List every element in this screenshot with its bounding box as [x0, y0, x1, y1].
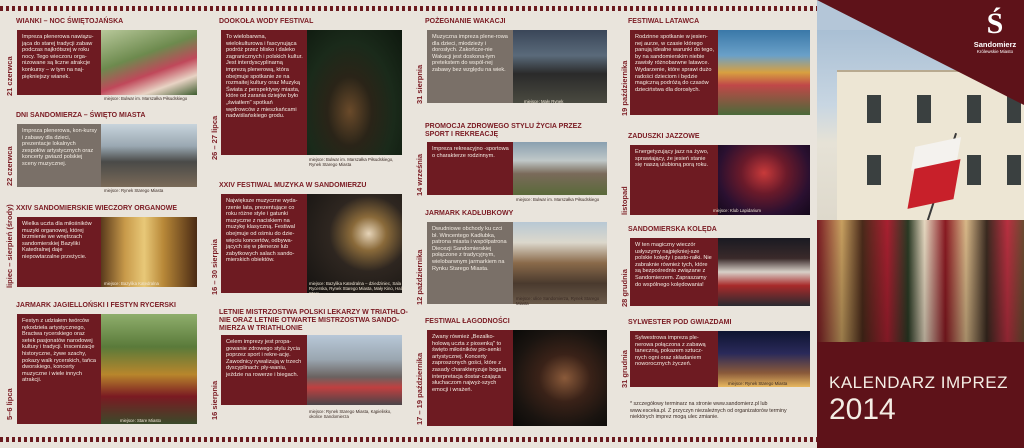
cover-year: 2014 [829, 393, 896, 426]
event-title: ZADUSZKI JAZZOWE [628, 133, 700, 140]
event-caption: miejsce: Bazylika Katedralna [104, 281, 159, 286]
event-description: W ten magiczny wieczór usłyszymy najpiękniej-sze polskie kolędy i pasto-rałki. Nie zabraknie również tych, które są bezpośrednio związane z Sandomierzem. Zapraszamy do wspólnego kolędowania! [630, 238, 718, 306]
event-caption: miejsce: Bulwar im. Marszałka Piłsudskiego [516, 197, 600, 202]
event-title: FESTIWAL ŁAGODNOŚCI [425, 318, 510, 325]
event-date: 16 sierpnia [210, 380, 219, 420]
event-caption: miejsce: Bulwar im. Marszałka Piłsudskiego, Rynek Starego Miasta [309, 157, 394, 167]
event-description: Największe muzyczne wyda-rzenie lata, prezentujące co roku różne style i gatunki muzyczne z naciskiem na muzykę klasyczną. Festiwal obejmuje od ośmiu do dzie-więciu koncertów, odbywa-jących się w plenerze lub zabytkowych salach sando-mierskich obiektów. [221, 194, 307, 293]
event-description: Impreza plenerowa, kon-kursy i zabawy dla dzieci, prezentacje lokalnych zespołów artystycznych oraz koncerty gwiazd polskiej sceny muzycznej. [17, 124, 101, 187]
logo-letter: Ś [986, 7, 1004, 40]
event-title: POŻEGNANIE WAKACJI [425, 18, 506, 25]
event-date: 12 października [415, 249, 424, 305]
event-date: 31 grudnia [620, 350, 629, 388]
event-photo [307, 30, 402, 155]
event-photo [718, 145, 810, 215]
event-photo [307, 194, 402, 293]
event-date: 31 sierpnia [415, 64, 424, 104]
event-title: PROMOCJA ZDROWEGO STYLU ŻYCIA PRZEZ SPORT I REKREACJĘ [425, 123, 582, 138]
event-caption: miejsce: Rynek Starego Miasta, Kąpielisko, okolice Sandomierza [309, 409, 392, 419]
event-photo [718, 331, 810, 387]
event-date: 21 czerwca [5, 56, 14, 96]
event-photo [101, 124, 197, 187]
column-3 [410, 0, 615, 448]
event-date: lipiec – sierpień (środy) [5, 204, 14, 288]
event-description: Zwany również „Bezalko-holową uczta z piosenką" to święto miłośników pio-senki artystycznej. Koncerty zaproszonych gości, które z zasady charakteryzuje bogata interpretacja dostar-czająca słuchaczom najwyż-szych emocji i wrażeń. [427, 330, 513, 426]
column-1 [0, 0, 205, 448]
event-photo [101, 30, 197, 95]
event-date: 16 – 30 sierpnia [210, 239, 219, 295]
footer-note-line: niektórych imprez mogą ulec zmianie. [630, 414, 719, 421]
logo-subbrand: Królewskie Miasto [976, 49, 1014, 54]
event-photo [101, 314, 197, 424]
event-title: XXIV SANDOMIERSKIE WIECZORY ORGANOWE [16, 205, 178, 212]
event-title: FESTIWAL LATAWCA [628, 18, 700, 25]
event-description: Wielka uczta dla miłośników muzyki organowej, której brzmienie we wnętrzach sandomierskiej Bazyliki Katedralnej daje niepowtarzalne przeżycie. [17, 217, 101, 287]
event-date: 5–6 lipca [5, 388, 14, 420]
event-photo [718, 238, 810, 306]
event-description: Energetyzujący jazz na żywo, sprawiający, że jesień stanie się naszą ulubioną porą roku. [630, 145, 718, 215]
event-date: 17 – 19 października [415, 352, 424, 425]
column-2 [205, 0, 410, 448]
event-caption: miejsce: Stare Miasto [120, 418, 162, 423]
event-description: To wielobarwna, wielokulturowa i fascynująca podróż przez blisko i daleko zagranicznych i polskich kultur. Jest interdyscyplinarną imprezą plenerową, która obejmuje spotkanie ze na rozmaitej kultury oraz Muzyką Świata z perspektywy miasta, które od zarania dziejów było „światłem" spotkań wędrowców z mieszkańcami nadwiślańskiego grodu. [221, 30, 307, 155]
event-date: 22 czerwca [5, 146, 14, 186]
event-title: LETNIE MISTRZOSTWA POLSKI LEKARZY W TRIATHLO-NIE ORAZ LETNIE OTWARTE MISTRZOSTWA SANDO-MIERZA W TRIATHLONIE [219, 309, 408, 332]
event-date: listopad [620, 186, 629, 215]
event-description: Muzyczna impreza plene-rowa dla dzieci, młodzieży i dorosłych. Zakończe-nie Wakacji jest doskona-łym pretekstem do wspól-nej zabawy bez względu na wiek. [427, 30, 513, 103]
logo-brand: Sandomierz [973, 40, 1017, 49]
event-description: Festyn z udziałem twórców rękodzieła artystycznego, Bractwa rycerskiego oraz setek pasjonatów narodowej kultury i tradycji. Inscenizacje historyczne, żywe szachy, pokazy walk rycerskich, tańca dworskiego, koncerty muzyczne i wiele innych atrakcji. [17, 314, 101, 424]
event-description: Dwudniowe obchody ku czci bł. Wincentego Kadłubka, patrona miasta i współpatrona Diecezji Sandomierskiej połączone z tradycyjnym, wielobarwnym jarmarkiem na Rynku Starego Miasta. [427, 222, 513, 304]
event-description: Sylwestrowa impreza ple-nerowa połączona z zabawą taneczną, pokazem sztucz-nych ogni oraz składaniem noworocznych życzeń. [630, 331, 718, 387]
event-title: DOOKOŁA WODY FESTIVAL [219, 18, 314, 25]
event-photo [307, 335, 402, 405]
event-photo [101, 217, 197, 287]
event-photo [513, 222, 607, 304]
event-description: Impreza plenerowa nawiązu-jąca do starej tradycji zabaw podczas najkrótszej w roku nocy. Tego wieczoru orga-nizowane są liczne atrakcje konkursy – w tym na naj-piękniejszy wianek. [17, 30, 101, 95]
event-photo [718, 30, 810, 115]
event-title: DNI SANDOMIERZA – ŚWIĘTO MIASTA [16, 112, 146, 119]
event-caption: miejsce: Bulwar im. Marszałka Piłsudskiego [104, 96, 188, 101]
event-date: 26 – 27 lipca [210, 115, 219, 160]
footer-note [630, 401, 815, 421]
cover-crowd-shade [817, 220, 1024, 350]
event-caption: miejsce: ulice Sandomierza, Rynek Starego Miasta [516, 296, 600, 306]
event-date: 28 grudnia [620, 269, 629, 307]
footer-note-line: www.esceka.pl. Z przyczyn niezależnych od organizatorów terminy [630, 407, 787, 414]
event-title: SANDOMIERSKA KOLĘDA [628, 226, 717, 233]
event-description: Impreza rekreacyjno -sportowa o charakterze rodzinnym. [427, 142, 513, 195]
cover-title: KALENDARZ IMPREZ [829, 373, 1008, 392]
event-title: XXIV FESTIWAL MUZYKA W SANDOMIERZU [219, 182, 367, 189]
event-caption: miejsce: Bazylika Katedralna – dziedziniec, Sala Rycerska, Rynek Starego Miasta, Mały Kino, Hala Stare... [309, 281, 405, 296]
event-date: 19 października [620, 60, 629, 116]
event-photo [513, 30, 607, 103]
event-caption: miejsce: Mały Rynek [524, 99, 564, 104]
event-caption: miejsce: Klub Lapidarium [713, 208, 762, 213]
event-photo [513, 142, 607, 195]
cover-panel [817, 0, 1024, 448]
event-title: WIANKI – NOC ŚWIĘTOJAŃSKA [16, 18, 124, 25]
event-title: JARMARK KADŁUBKOWY [425, 210, 514, 217]
event-description: Rodzinne spotkanie w jesien-nej aurze, w czasie którego panują idealne warunki do tego, by na sandomierskim niebie zawisły różnobarwne latawce. Wydarzenie, które sprawi dużo radości dzieciom i będzie magiczną podróżą do czasów dzieciństwa dla dorosłych. [630, 30, 718, 115]
event-title: JARMARK JAGIELLOŃSKI I FESTYN RYCERSKI [16, 302, 176, 309]
event-caption: miejsce: Rynek Starego Miasta [728, 381, 788, 386]
logo [967, 8, 1023, 55]
event-photo [513, 330, 607, 426]
column-4 [615, 0, 817, 448]
footer-note-line: * szczegółowy terminarz na stronie www.sandomierz.pl lub [630, 401, 768, 407]
event-date: 14 września [415, 153, 424, 196]
event-description: Celem imprezy jest propa-gowanie zdrowego stylu życia poprzez sport i rekre-ację. Zawodnicy rywalizują w trzech dyscyplinach: pły-waniu, jeździe na rowerze i biegach. [221, 335, 307, 405]
event-title: SYLWESTER POD GWIAZDAMI [628, 319, 732, 326]
event-caption: miejsce: Rynek Starego Miasta [104, 188, 164, 193]
